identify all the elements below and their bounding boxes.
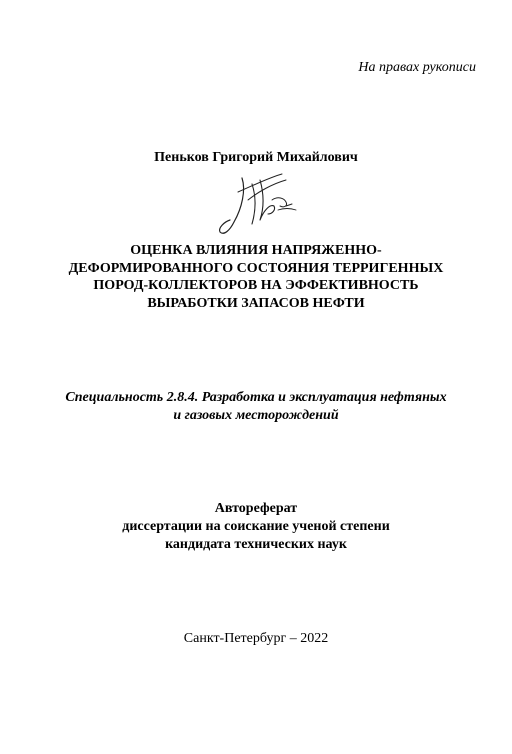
author-signature <box>212 170 304 244</box>
specialty-line: и газовых месторождений <box>173 408 339 423</box>
abstract-line: Автореферат <box>214 501 298 516</box>
author-name: Пеньков Григорий Михайлович <box>154 150 358 165</box>
title-line: ВЫРАБОТКИ ЗАПАСОВ НЕФТИ <box>147 295 365 311</box>
abstract-line: кандидата технических наук <box>165 537 347 552</box>
dissertation-title <box>20 242 492 312</box>
specialty <box>16 389 496 425</box>
title-line: ПОРОД-КОЛЛЕКТОРОВ НА ЭФФЕКТИВНОСТЬ <box>93 278 419 293</box>
title-line: ДЕФОРМИРОВАННОГО СОСТОЯНИЯ ТЕРРИГЕННЫХ <box>68 260 444 276</box>
title-line: ОЦЕНКА ВЛИЯНИЯ НАПРЯЖЕННО- <box>130 243 382 258</box>
abstract-line: диссертации на соискание ученой степени <box>122 519 390 534</box>
rights-note: На правах рукописи <box>358 60 476 75</box>
specialty-line: Специальность 2.8.4. Разработка и эксплуатация нефтяных <box>65 390 447 405</box>
place-year: Санкт-Петербург – 2022 <box>183 631 329 646</box>
abstract-heading <box>0 500 512 554</box>
